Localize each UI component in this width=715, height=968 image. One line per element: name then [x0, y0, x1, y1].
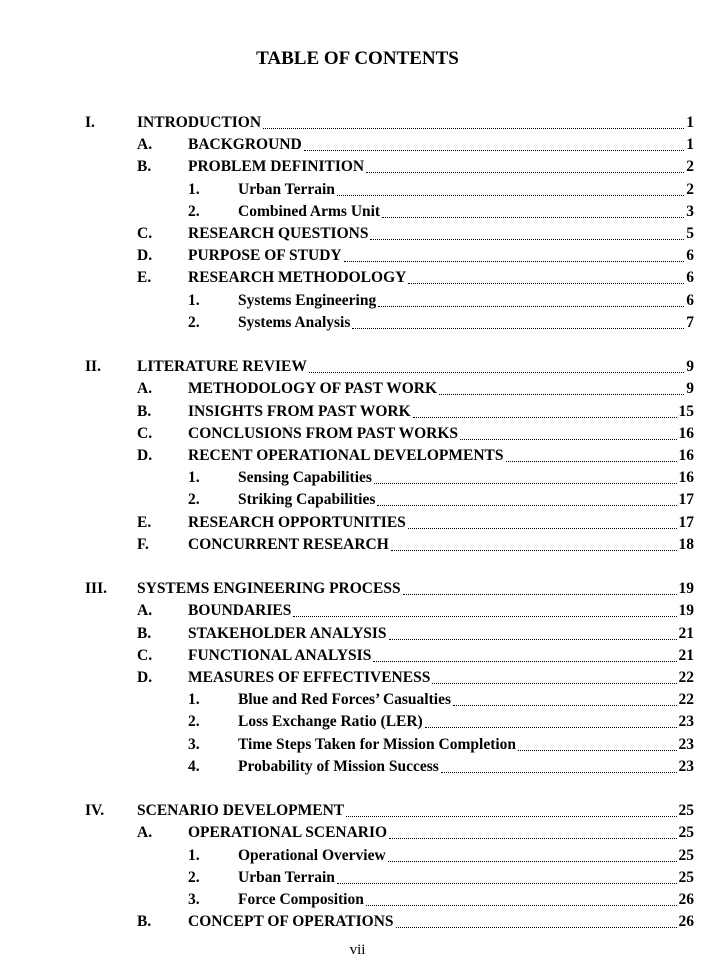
toc-entry-number: 1. [188, 846, 200, 864]
dot-leader [441, 772, 677, 773]
toc-entry-number: 4. [188, 757, 200, 775]
toc-entry-page: 9 [686, 358, 694, 376]
toc-entry-title: MEASURES OF EFFECTIVENESS [188, 669, 431, 686]
toc-entry[interactable] [238, 890, 694, 910]
toc-entry-title: Force Composition [238, 891, 364, 908]
toc-entry-title: Systems Engineering [238, 291, 377, 309]
toc-entry[interactable] [238, 690, 694, 710]
toc-entry-number: A. [137, 602, 153, 620]
toc-entry[interactable] [238, 180, 694, 200]
toc-entry[interactable] [238, 291, 694, 311]
toc-entry-title: Loss Exchange Ratio (LER) [238, 713, 423, 731]
dot-leader [408, 283, 684, 284]
toc-entry-title: BACKGROUND [188, 136, 302, 154]
toc-entry-title: INTRODUCTION [137, 114, 262, 131]
toc-entry-title: RESEARCH OPPORTUNITIES [188, 513, 406, 531]
toc-entry-number: IV. [85, 802, 105, 820]
toc-entry-number: F. [137, 535, 149, 553]
toc-entry-page: 23 [678, 713, 694, 731]
page-number: vii [349, 942, 366, 958]
toc-entry[interactable] [188, 379, 694, 399]
dot-leader [337, 195, 684, 196]
dot-leader [518, 750, 676, 751]
dot-leader [373, 661, 676, 662]
toc-entry-title: OPERATIONAL SCENARIO [188, 824, 388, 842]
toc-entry-page: 21 [678, 646, 694, 664]
toc-entry-page: 25 [678, 824, 694, 842]
toc-entry[interactable] [188, 624, 694, 644]
toc-entry-number: E. [137, 513, 152, 531]
toc-entry-number: 2. [188, 491, 200, 509]
dot-leader [309, 372, 684, 373]
toc-entry[interactable] [238, 846, 694, 866]
toc-entry[interactable] [188, 446, 694, 466]
toc-entry-title: INSIGHTS FROM PAST WORK [188, 402, 411, 420]
toc-entry-page: 1 [686, 114, 694, 131]
toc-entry-title: Striking Capabilities [238, 491, 376, 509]
dot-leader [304, 150, 685, 151]
dot-leader [408, 528, 677, 529]
dot-leader [378, 306, 684, 307]
toc-entry-number: C. [137, 646, 153, 664]
dot-leader [370, 239, 684, 240]
toc-entry-page: 22 [678, 669, 694, 686]
toc-entry-number: 1. [188, 291, 200, 309]
toc-entry-title: CONCLUSIONS FROM PAST WORKS [188, 424, 459, 442]
toc-entry-title: LITERATURE REVIEW [137, 358, 307, 376]
toc-entry-page: 7 [686, 313, 694, 331]
toc-entry-number: A. [137, 380, 153, 398]
toc-entry[interactable] [137, 357, 694, 377]
toc-entry-page: 19 [678, 602, 694, 620]
toc-entry-page: 3 [686, 202, 694, 220]
toc-entry-number: E. [137, 269, 152, 287]
toc-entry[interactable] [238, 757, 694, 777]
toc-entry-number: 3. [188, 891, 200, 908]
toc-entry[interactable] [188, 157, 694, 177]
dot-leader [293, 616, 676, 617]
toc-entry-number: 2. [188, 202, 200, 220]
toc-entry-title: SYSTEMS ENGINEERING PROCESS [137, 580, 401, 598]
toc-entry-page: 16 [678, 447, 694, 464]
toc-entry-page: 16 [678, 469, 694, 487]
toc-entry[interactable] [238, 202, 694, 222]
toc-entry-title: STAKEHOLDER ANALYSIS [188, 624, 387, 642]
toc-entry-number: D. [137, 669, 153, 686]
toc-entry-page: 6 [686, 291, 694, 309]
toc-entry-title: PURPOSE OF STUDY [188, 247, 342, 265]
toc-entry-page: 22 [678, 691, 694, 709]
toc-entry[interactable] [188, 224, 694, 244]
dot-leader [460, 439, 676, 440]
toc-entry-title: Urban Terrain [238, 180, 335, 198]
toc-entry-title: METHODOLOGY OF PAST WORK [188, 380, 438, 398]
toc-entry-number: 2. [188, 713, 200, 731]
toc-entry[interactable] [188, 646, 694, 666]
dot-leader [389, 639, 677, 640]
toc-entry[interactable] [238, 313, 694, 333]
toc-entry-page: 19 [678, 580, 694, 598]
toc-entry-number: B. [137, 158, 152, 176]
toc-entry[interactable] [188, 246, 694, 266]
dot-leader [391, 550, 677, 551]
toc-entry-number: 1. [188, 691, 200, 709]
toc-entry-title: CONCURRENT RESEARCH [188, 535, 389, 553]
toc-entry[interactable] [188, 823, 694, 843]
dot-leader [377, 505, 676, 506]
dot-leader [382, 217, 684, 218]
toc-entry[interactable] [188, 402, 694, 422]
toc-entry-title: BOUNDARIES [188, 602, 292, 620]
toc-entry-page: 5 [686, 225, 694, 242]
toc-entry-page: 23 [678, 735, 694, 753]
toc-entry-title: FUNCTIONAL ANALYSIS [188, 646, 372, 664]
toc-entry-number: 2. [188, 313, 200, 331]
dot-leader [453, 705, 677, 706]
toc-entry-title: RESEARCH QUESTIONS [188, 225, 369, 242]
toc-entry-number: D. [137, 447, 153, 464]
toc-entry-number: II. [85, 358, 101, 376]
toc-entry-number: 1. [188, 180, 200, 198]
toc-entry-page: 26 [678, 891, 694, 908]
toc-entry-title: Urban Terrain [238, 868, 335, 886]
toc-entry[interactable] [188, 535, 694, 555]
toc-entry[interactable] [137, 801, 694, 821]
toc-entry[interactable] [238, 712, 694, 732]
toc-entry-number: B. [137, 624, 152, 642]
dot-leader [352, 328, 684, 329]
toc-entry-page: 21 [678, 624, 694, 642]
toc-entry[interactable] [238, 468, 694, 488]
toc-entry-page: 18 [678, 535, 694, 553]
toc-entry-page: 17 [678, 513, 694, 531]
toc-entry[interactable] [188, 513, 694, 533]
toc-entry[interactable] [188, 668, 694, 688]
dot-leader [263, 128, 684, 129]
toc-entry-number: A. [137, 136, 153, 154]
toc-entry-page: 1 [686, 136, 694, 154]
toc-entry-number: B. [137, 913, 152, 931]
dot-leader [374, 483, 677, 484]
toc-entry-title: CONCEPT OF OPERATIONS [188, 913, 394, 931]
toc-entry-number: III. [85, 580, 107, 598]
toc-entry-page: 25 [678, 868, 694, 886]
dot-leader [396, 927, 677, 928]
toc-entry-title: PROBLEM DEFINITION [188, 158, 365, 176]
toc-entry[interactable] [238, 735, 694, 755]
dot-leader [366, 172, 684, 173]
toc-entry-number: B. [137, 402, 152, 420]
toc-entry-title: Blue and Red Forces’ Casualties [238, 691, 451, 709]
dot-leader [506, 461, 677, 462]
toc-entry-title: Combined Arms Unit [238, 202, 381, 220]
toc-entry[interactable] [137, 579, 694, 599]
toc-entry-number: A. [137, 824, 153, 842]
toc-entry[interactable] [238, 868, 694, 888]
dot-leader [346, 816, 676, 817]
toc-entry-title: RESEARCH METHODOLOGY [188, 269, 407, 287]
toc-entry[interactable] [188, 135, 694, 155]
toc-entry-page: 25 [678, 846, 694, 864]
toc-entry-title: Systems Analysis [238, 313, 351, 331]
toc-entry-title: RECENT OPERATIONAL DEVELOPMENTS [188, 447, 504, 464]
toc-entry-number: 3. [188, 735, 200, 753]
toc-entry[interactable] [188, 268, 694, 288]
toc-entry-title: Probability of Mission Success [238, 757, 439, 775]
toc-entry-title: SCENARIO DEVELOPMENT [137, 802, 345, 820]
dot-leader [432, 683, 676, 684]
dot-leader [337, 883, 677, 884]
toc-entry-page: 6 [686, 269, 694, 287]
toc-entry-number: 1. [188, 469, 200, 487]
toc-entry-number: C. [137, 424, 153, 442]
toc-entry-page: 9 [686, 380, 694, 398]
toc-entry-page: 17 [678, 491, 694, 509]
dot-leader [388, 861, 677, 862]
toc-entry-page: 6 [686, 247, 694, 265]
toc-entry-number: C. [137, 225, 153, 242]
toc-entry[interactable] [188, 601, 694, 621]
toc-entry-number: I. [85, 114, 95, 131]
dot-leader [413, 417, 677, 418]
toc-entry-title: Operational Overview [238, 846, 386, 864]
dot-leader [344, 261, 685, 262]
toc-entry-page: 25 [678, 802, 694, 820]
toc-entry-page: 2 [686, 158, 694, 176]
dot-leader [425, 727, 677, 728]
dot-leader [439, 394, 684, 395]
toc-entry-page: 23 [678, 757, 694, 775]
toc-entry-number: D. [137, 247, 153, 265]
toc-entry[interactable] [238, 490, 694, 510]
dot-leader [403, 594, 677, 595]
toc-entry-title: Sensing Capabilities [238, 469, 372, 487]
page-title: TABLE OF CONTENTS [256, 48, 459, 69]
toc-entry-title: Time Steps Taken for Mission Completion [238, 735, 517, 753]
toc-entry-page: 15 [678, 402, 694, 420]
toc-entry[interactable] [188, 424, 694, 444]
toc-entry-page: 26 [678, 913, 694, 931]
toc-entry[interactable] [137, 113, 694, 133]
toc-entry-number: 2. [188, 868, 200, 886]
dot-leader [389, 838, 676, 839]
toc-entry-page: 2 [686, 180, 694, 198]
dot-leader [366, 905, 677, 906]
toc-entry[interactable] [188, 912, 694, 932]
toc-entry-page: 16 [678, 424, 694, 442]
